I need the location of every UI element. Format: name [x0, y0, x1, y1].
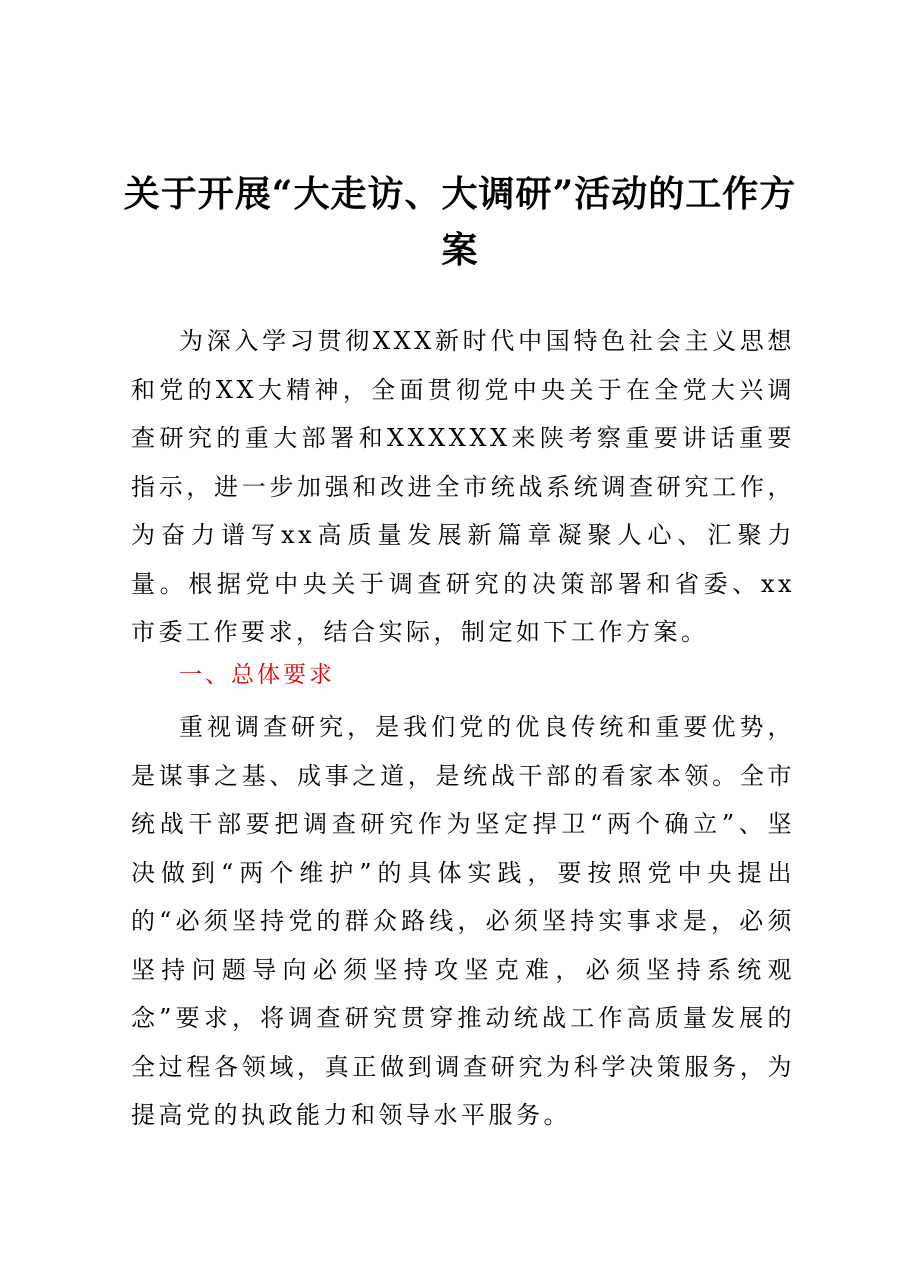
section-heading: 一、总体要求	[179, 662, 335, 688]
document-title: 关于开展“大走访、大调研”活动的工作方案	[123, 173, 797, 271]
section-paragraph: 重视调查研究，是我们党的优良传统和重要优势，是谋事之基、成事之道，是统战干部的看家本领。全市统战干部要把调查研究作为坚定捍卫“两个确立”、坚决做到“两个维护”的具体实践，要按照党中央提出的“必须坚持党的群众路线，必须坚持实事求是，必须坚持问题导向必须坚持攻坚克难，必须坚持系统观念”要求，将调查研究贯穿推动统战工作高质量发展的全过程各领域，真正做到调查研究为科学决策服务，为提高党的执政能力和领导水平服务。	[131, 713, 795, 1129]
intro-paragraph: 为深入学习贯彻XXX新时代中国特色社会主义思想和党的XX大精神，全面贯彻党中央关于在全党大兴调查研究的重大部署和XXXXXX来陕考察重要讲话重要指示，进一步加强和改进全市统战系统调查研究工作，为奋力谱写xx高质量发展新篇章凝聚人心、汇聚力量。根据党中央关于调查研究的决策部署和省委、xx市委工作要求，结合实际，制定如下工作方案。	[131, 327, 795, 646]
